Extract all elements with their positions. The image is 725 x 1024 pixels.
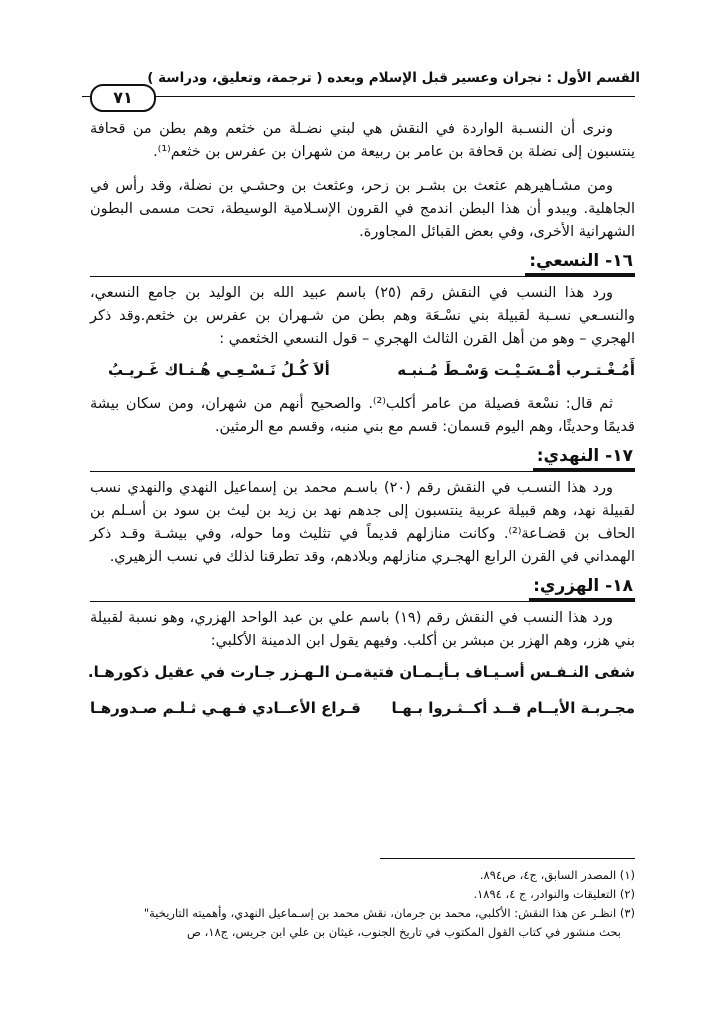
section-title: ١٧- النهدي: <box>533 445 635 471</box>
page-number: ٧١ <box>90 84 156 112</box>
footnote-3: (٣) انظـر عن هذا النقش: الأكلبي، محمد بن جرمان، نقش محمد بن إسـماعيل النهدي، وأهميته التاريخية" <box>143 906 635 920</box>
main-content <box>87 118 635 731</box>
running-title: القسم الأول : نجران وعسير قبل الإسلام وبعده ( ترجمة، وتعليق، ودراسة ) <box>147 70 640 86</box>
section-title: ١٦- النسعي: <box>525 250 635 276</box>
header-rule <box>82 96 635 97</box>
verse-first-hemistich: أَمُـغْـتـرب أمْـسَـيْـت وَسْـطَ مُـنبـه <box>397 361 635 379</box>
poem-verse <box>90 357 635 383</box>
verse-second-hemistich: مـن الـهـزر جـارت في عقيل ذكورهـا. <box>87 663 363 681</box>
verse-first-hemistich: شفى النـفـس أسـيـاف بـأيـمـان فتية <box>362 663 635 681</box>
verse-second-hemistich: ألاَ كُـلُ نَـسْـعِـي هُـنـاك غَـريـبُ <box>107 361 330 379</box>
section-title: ١٨- الهزري: <box>529 575 635 601</box>
section-16-paragraph-2: ثم قال: نسْعة فصيلة من عامر أكلب⁽²⁾. والصحيح أنهم من شهران، ومن سكان بيشة قديمًا وحديثًا، وهم اليوم قسمان: قسم مع بني منبه، وقسم مع الرمثين. <box>90 396 635 435</box>
section-17-paragraph-1: ورد هذا النسـب في النقش رقم (٢٠) باسـم محمد بن إسماعيل النهدي والنهدي نسب لقبيلة نهد، وهم قبيلة عربية ينتسبون إلى جدهم نهد بن زيد بن ليث بن سود بن أسـلم بن الحاف بن قضـاعة⁽²⁾. وكانت منازلهم قديماً في تثليث وما حوله، وفي بيشـة وقـد ذكر الهمداني في القرن الرابع الهجـري منازلهم وبلادهم، وقد تطرقنا لذلك في نسب الزهيري. <box>90 480 635 565</box>
footnote-2: (٢) التعليقات والنوادر، ج ٤، ١٨٩٤. <box>473 887 635 901</box>
intro-paragraph-2: ومن مشـاهيرهم عثعث بن بشـر بن زحر، وعثعث بن وحشـي بن نضلة، وقد رأس في الجاهلية. ويبدو أن هذا البطن اندمج في القرون الإسـلامية الوسيطة، تحت مسمى البطون الشهرانية الأخرى، وفي بعض القبائل المجاورة. <box>90 178 635 240</box>
poem-verse <box>87 659 635 685</box>
footnotes <box>90 866 635 942</box>
verse-first-hemistich: مجـربـة الأيــام قــد أكــثـروا بـهـا <box>391 699 635 717</box>
footnote-3-continuation: بحث منشور في كتاب القول المكتوب في تاريخ الجنوب، غيثان بن علي ابن جريس، ج١٨، ص <box>187 925 621 939</box>
verse-second-hemistich: قـراع الأعــادي فـهـي ثـلـم صـدورهـا <box>90 699 361 717</box>
section-18-paragraph-1: ورد هذا النسب في النقش رقم (١٩) باسم علي بن عبد الواحد الهزري، وهو نسبة لقبيلة بني هزر، وهم الهزر بن مبشر بن أكلب. وفيهم يقول ابن الدمينة الأكلبي: <box>90 610 635 649</box>
section-heading-18 <box>90 575 635 602</box>
poem-verse <box>90 695 635 721</box>
section-heading-17 <box>90 445 635 472</box>
footnote-1: (١) المصدر السابق، ج٤، ص٨٩٤. <box>479 868 635 882</box>
intro-paragraph-1: ونرى أن النسـبة الواردة في النقش هي لبني نضـلة من خثعم وهم بطن من قحافة ينتسبون إلى نضلة بن قحافة بن عامر بن ربيعة من شهران بن عفرس بن خثعم⁽¹⁾. <box>90 121 635 160</box>
footnote-separator <box>380 858 635 859</box>
section-16-paragraph-1: ورد هذا النسب في النقش رقم (٢٥) باسم عبيد الله بن الوليد بن جامع النسعي، والنسـعي نسـبة لقبيلة بني نسْـعَة وهم بطن من شـهران بن عفرس بن خثعم.وقد ذكر الهجري – وهو من أهل القرن الثالث الهجري – قول النسعي الخثعمي : <box>90 285 635 347</box>
section-heading-16 <box>90 250 635 277</box>
